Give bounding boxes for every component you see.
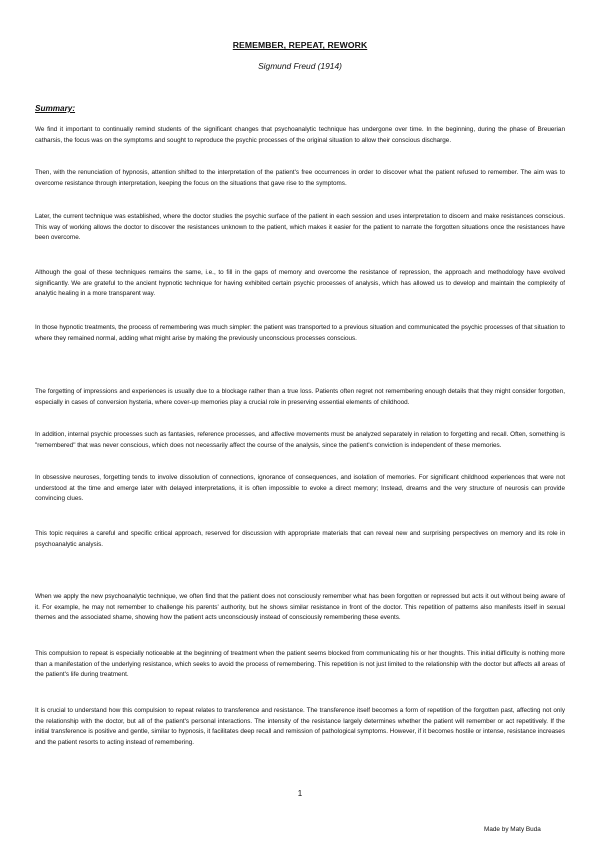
- paragraph: When we apply the new psychoanalytic technique, we often find that the patient does not consciously remember what has been forgotten or repressed but acts it out without being aware of it. For example, he may not remember to challenge his parents' authority, but he shows similar resistance in front of the doctor. This repetition of patterns also manifests itself in sexual themes and the associated shame, showing how the patient acts unconsciously instead of consciously remembering these events.: [35, 593, 565, 622]
- paragraph: Although the goal of these techniques remains the same, i.e., to fill in the gaps of memory and overcome the resistance of repression, the approach and methodology have evolved significantly. We are grateful to the ancient hypnotic technique for having exhibited certain psychic processes of analysis, which has allowed us to develop and maintain the complexity of analytic healing in a more transparent way.: [35, 269, 565, 298]
- paragraph: Then, with the renunciation of hypnosis, attention shifted to the interpretation of the patient's free occurrences in order to discover what the patient refused to remember. The aim was to overcome resistance through interpretation, keeping the focus on the situations that gave rise to the symptoms.: [35, 169, 565, 187]
- paragraph: The forgetting of impressions and experiences is usually due to a blockage rather than a true loss. Patients often regret not remembering enough details that they might consider forgotten, especially in cases of conversion hysteria, where cover-up memories play a crucial role in preserving essential elements of childhood.: [35, 388, 565, 406]
- paragraph: In those hypnotic treatments, the process of remembering was much simpler: the patient was transported to a previous situation and communicated the psychic processes of that situation to where they remained normal, adding what might arise by making the previously unconscious processes conscious.: [35, 324, 565, 342]
- paragraph: This topic requires a careful and specific critical approach, reserved for discussion with appropriate materials that can reveal new and surprising perspectives on memory and its role in psychoanalytic analysis.: [35, 530, 565, 548]
- paragraph: We find it important to continually remind students of the significant changes that psychoanalytic technique has undergone over time. In the beginning, during the phase of Breuerian catharsis, the focus was on the symptoms and sought to reproduce the psychic processes of the original situation to allow their conscious discharge.: [35, 126, 565, 144]
- paragraph: It is crucial to understand how this compulsion to repeat relates to transference and resistance. The transference itself becomes a form of repetition of the forgotten past, affecting not only the relationship with the doctor, but all of the patient's personal interactions. The intensity of the resistance largely determines whether the patient will remember or act repetitively. If the initial transference is positive and gentle, similar to hypnosis, it facilitates deep recall and remission of pathological symptoms. However, if it becomes hostile or intense, resistance increases and the patient resorts to acting instead of remembering.: [35, 707, 565, 746]
- document-author: Sigmund Freud (1914): [258, 61, 342, 71]
- author-credit: Made by Maty Buda: [484, 826, 541, 833]
- paragraph: In obsessive neuroses, forgetting tends to involve dissolution of connections, ignorance of consequences, and isolation of memories. For significant childhood experiences that were not understood at the time and emerge later with delayed interpretations, it is often impossible to evoke a direct memory; Instead, dreams and the very structure of neurosis can provide convincing clues.: [35, 474, 565, 503]
- paragraph: This compulsion to repeat is especially noticeable at the beginning of treatment when the patient seems blocked from communicating his or her thoughts. This initial difficulty is nothing more than a manifestation of the underlying resistance, which seeks to avoid the process of remembering. This repetition is not just limited to the relationship with the doctor but affects all areas of the patient's life during treatment.: [35, 650, 565, 679]
- document-title: REMEMBER, REPEAT, REWORK: [232, 40, 368, 50]
- summary-heading: Summary:: [35, 104, 76, 113]
- page-number: 1: [297, 789, 303, 798]
- paragraph: Later, the current technique was established, where the doctor studies the psychic surface of the patient in each session and uses interpretation to discern and make resistances conscious. This way of working allows the doctor to discover the resistances unknown to the patient, which makes it easier for the patient to narrate the forgotten situations once the resistances have been overcome.: [35, 213, 565, 242]
- paragraph: In addition, internal psychic processes such as fantasies, reference processes, and affective movements must be analyzed separately in relation to forgetting and recall. Often, something is "remembered" that was never conscious, which does not necessarily affect the course of the analysis, since the patient's conviction is independent of these memories.: [35, 431, 565, 449]
